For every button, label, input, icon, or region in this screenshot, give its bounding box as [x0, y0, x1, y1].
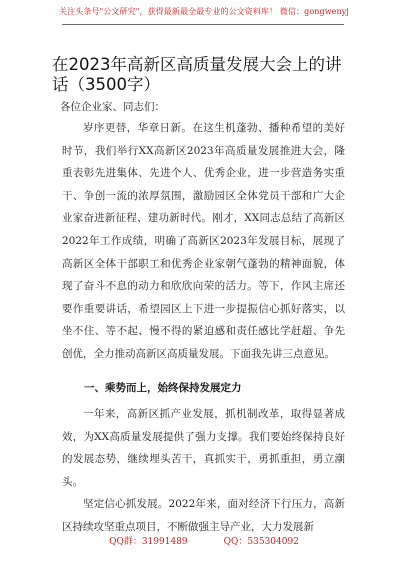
- contact-footer: [0, 534, 408, 547]
- document-title: 在2023年高新区高质量发展大会上的讲话（3500字）: [52, 55, 342, 94]
- paragraph-section-one: 一年来，高新区抓产业发展，抓机制改革，取得显著成效，为XX高质量发展提供了强力支撑。我们要始终保持良好的发展态势，继续埋头苦干，真抓实干，勇抓重担，勇立潮头。: [62, 408, 345, 488]
- qq-group-number: QQ群：31991489: [109, 537, 188, 547]
- promo-banner: 关注头条号"公文研究"，获得最新最全最专业的公文资料库！ 微信：gongwenyj: [59, 7, 349, 16]
- salutation: 各位企业家、同志们：: [60, 101, 165, 113]
- section-heading: 一、乘势而上，始终保持发展定力: [84, 382, 242, 394]
- paragraph-confidence: 坚定信心抓发展。2022年来，面对经济下行压力，高新区持续攻坚重点项目，不断做强主导产业，大力发展新: [62, 498, 345, 533]
- paragraph-intro: 岁序更替，华章日新。在这生机蓬勃、播种希望的美好时节，我们举行XX高新区2023年高质量发展推进大会，隆重表彰先进集体、先进个人、优秀企业，进一步营造务实重干、争创一流的浓厚氛围，激励园区全体党员干部和广大企业家奋进新征程、建功新时代。刚才，XX同志总结了高新区2022年工作成绩，明确了高新区2023年发展目标，展现了高新区全体干部职工和优秀企业家朝气蓬勃的精神面貌，体现了奋斗不息的动力和欣欣向荣的活力。等下，作风主席还要作重要讲话，希望园区上下进一步提振信心抓好落实，以坐不住、等不起、慢不得的紧迫感和责任感比学赶超、争先创优，全力推动高新区高质量发展。下面我先讲三点意见。: [62, 122, 345, 360]
- qq-number: QQ：535304092: [223, 537, 299, 547]
- header-divider: [62, 24, 344, 25]
